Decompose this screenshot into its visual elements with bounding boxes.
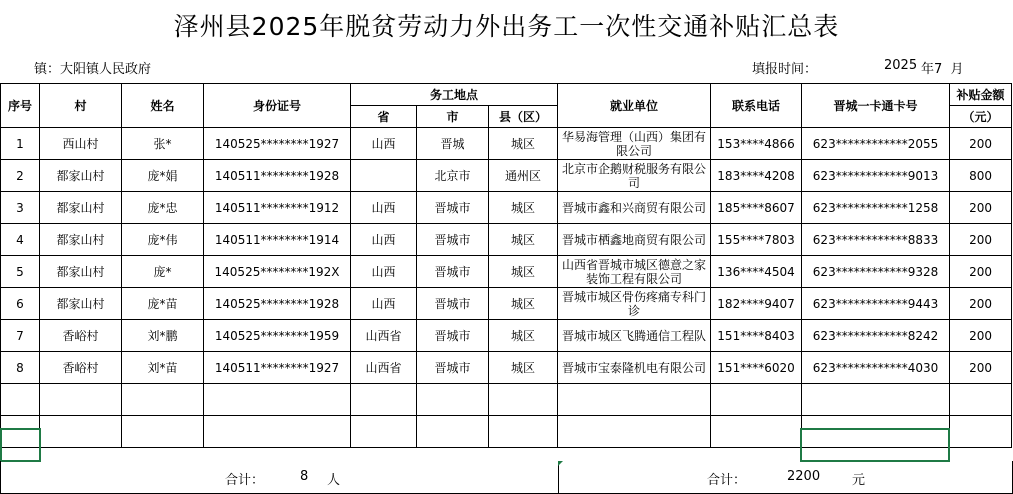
cell-phone[interactable]: 151****6020	[711, 352, 802, 384]
info-row	[0, 50, 1013, 82]
empty-cell[interactable]	[417, 384, 489, 416]
cell-city[interactable]: 晋城市	[417, 320, 489, 352]
empty-cell[interactable]	[122, 416, 204, 448]
cell-province[interactable]: 山西	[351, 288, 417, 320]
table-row	[1, 352, 1012, 384]
cell-id[interactable]: 140511********1912	[204, 192, 351, 224]
cell-amount[interactable]: 200	[950, 288, 1012, 320]
cell-province[interactable]	[351, 160, 417, 192]
cell-id[interactable]: 140525********1928	[204, 288, 351, 320]
footer-total-label-left: 合计：	[225, 473, 265, 488]
empty-cell[interactable]	[204, 416, 351, 448]
cell-city[interactable]: 晋城市	[417, 256, 489, 288]
empty-cell[interactable]	[489, 384, 558, 416]
cell-name[interactable]: 刘*鹏	[122, 320, 204, 352]
town-label: 镇：大阳镇人民政府	[34, 62, 152, 77]
header-county: 县（区）	[489, 106, 558, 128]
cell-seq[interactable]: 8	[1, 352, 40, 384]
cell-village[interactable]: 香峪村	[40, 320, 122, 352]
empty-cell[interactable]	[950, 416, 1012, 448]
cell-seq[interactable]: 3	[1, 192, 40, 224]
cell-village[interactable]: 都家山村	[40, 288, 122, 320]
cell-seq[interactable]: 4	[1, 224, 40, 256]
cell-id[interactable]: 140525********1927	[204, 128, 351, 160]
cell-amount[interactable]: 200	[950, 320, 1012, 352]
cell-amount[interactable]: 800	[950, 160, 1012, 192]
cell-employer[interactable]: 晋城市栖鑫地商贸有限公司	[558, 224, 711, 256]
page-title: 泽州县2025年脱贫劳动力外出务工一次性交通补贴汇总表	[173, 12, 840, 41]
cell-seq[interactable]: 5	[1, 256, 40, 288]
cell-employer[interactable]: 晋城市城区飞腾通信工程队	[558, 320, 711, 352]
empty-cell[interactable]	[40, 384, 122, 416]
error-indicator-icon	[558, 461, 563, 466]
cell-card[interactable]: 623************9328	[802, 256, 950, 288]
cell-employer[interactable]: 华易海管理（山西）集团有限公司	[558, 128, 711, 160]
empty-cell[interactable]	[802, 416, 950, 448]
cell-county[interactable]: 城区	[489, 256, 558, 288]
cell-amount[interactable]: 200	[950, 224, 1012, 256]
empty-cell[interactable]	[417, 416, 489, 448]
footer-amount-unit: 元	[852, 473, 866, 488]
cell-village[interactable]: 都家山村	[40, 160, 122, 192]
cell-card[interactable]: 623************8833	[802, 224, 950, 256]
cell-employer[interactable]: 山西省晋城市城区德意之家装饰工程有限公司	[558, 256, 711, 288]
cell-city[interactable]: 晋城市	[417, 192, 489, 224]
header-card: 晋城一卡通卡号	[802, 84, 950, 128]
cell-village[interactable]: 都家山村	[40, 224, 122, 256]
subsidy-table	[0, 83, 1012, 448]
cell-name[interactable]: 庞*伟	[122, 224, 204, 256]
cell-village[interactable]: 都家山村	[40, 256, 122, 288]
cell-phone[interactable]: 183****4208	[711, 160, 802, 192]
empty-cell[interactable]	[351, 416, 417, 448]
cell-phone[interactable]: 182****9407	[711, 288, 802, 320]
cell-city[interactable]: 晋城市	[417, 352, 489, 384]
empty-cell[interactable]	[802, 384, 950, 416]
cell-card[interactable]: 623************4030	[802, 352, 950, 384]
cell-province[interactable]: 山西	[351, 192, 417, 224]
header-village: 村	[40, 84, 122, 128]
header-workplace: 务工地点	[351, 84, 558, 106]
cell-card[interactable]: 623************8242	[802, 320, 950, 352]
cell-city[interactable]: 晋城市	[417, 288, 489, 320]
cell-phone[interactable]: 155****7803	[711, 224, 802, 256]
cell-card[interactable]: 623************9013	[802, 160, 950, 192]
cell-employer[interactable]: 晋城市鑫和兴商贸有限公司	[558, 192, 711, 224]
table-row	[1, 224, 1012, 256]
cell-id[interactable]: 140511********1914	[204, 224, 351, 256]
header-row-1	[1, 84, 1012, 106]
cell-province[interactable]: 山西省	[351, 352, 417, 384]
cell-city[interactable]: 晋城	[417, 128, 489, 160]
cell-seq[interactable]: 6	[1, 288, 40, 320]
cell-amount[interactable]: 200	[950, 352, 1012, 384]
cell-province[interactable]: 山西	[351, 224, 417, 256]
cell-amount[interactable]: 200	[950, 128, 1012, 160]
cell-card[interactable]: 623************2055	[802, 128, 950, 160]
cell-village[interactable]: 西山村	[40, 128, 122, 160]
cell-province[interactable]: 山西省	[351, 320, 417, 352]
cell-name[interactable]: 刘*苗	[122, 352, 204, 384]
cell-employer[interactable]: 晋城市城区骨伤疼痛专科门诊	[558, 288, 711, 320]
table-row	[1, 256, 1012, 288]
cell-phone[interactable]: 151****8403	[711, 320, 802, 352]
empty-cell[interactable]	[351, 384, 417, 416]
empty-row	[1, 416, 1012, 448]
cell-county[interactable]: 通州区	[489, 160, 558, 192]
empty-cell[interactable]	[489, 416, 558, 448]
cell-name[interactable]: 庞*忠	[122, 192, 204, 224]
empty-cell[interactable]	[950, 384, 1012, 416]
footer-people-unit: 人	[327, 473, 341, 488]
header-seq: 序号	[1, 84, 40, 128]
empty-cell[interactable]	[558, 384, 711, 416]
cell-seq[interactable]: 2	[1, 160, 40, 192]
empty-cell[interactable]	[122, 384, 204, 416]
cell-county[interactable]: 城区	[489, 320, 558, 352]
cell-name[interactable]: 张*	[122, 128, 204, 160]
empty-cell[interactable]	[40, 416, 122, 448]
footer-total-label-right: 合计：	[707, 473, 747, 488]
footer-total-amount: 2200	[787, 469, 821, 484]
header-city: 市	[417, 106, 489, 128]
header-employer: 就业单位	[558, 84, 711, 128]
header-unit: （元）	[950, 106, 1012, 128]
empty-cell[interactable]	[711, 416, 802, 448]
header-province: 省	[351, 106, 417, 128]
footer-total-people: 8	[300, 469, 309, 484]
cell-amount[interactable]: 200	[950, 256, 1012, 288]
table-row	[1, 288, 1012, 320]
empty-cell[interactable]	[1, 416, 40, 448]
table-row	[1, 192, 1012, 224]
table-row	[1, 320, 1012, 352]
cell-id[interactable]: 140525********1959	[204, 320, 351, 352]
fill-time-label: 填报时间：	[752, 62, 818, 77]
table-row	[1, 160, 1012, 192]
cell-village[interactable]: 香峪村	[40, 352, 122, 384]
header-id: 身份证号	[204, 84, 351, 128]
cell-amount[interactable]: 200	[950, 192, 1012, 224]
empty-cell[interactable]	[1, 384, 40, 416]
table-row	[1, 128, 1012, 160]
cell-phone[interactable]: 136****4504	[711, 256, 802, 288]
fill-time-month: 年7 月	[921, 62, 964, 77]
cell-employer[interactable]: 北京市企鹅财税服务有限公司	[558, 160, 711, 192]
cell-province[interactable]: 山西	[351, 128, 417, 160]
cell-name[interactable]: 庞*苗	[122, 288, 204, 320]
cell-phone[interactable]: 153****4866	[711, 128, 802, 160]
empty-cell[interactable]	[558, 416, 711, 448]
header-name: 姓名	[122, 84, 204, 128]
footer-total-row	[0, 461, 1013, 494]
empty-cell[interactable]	[711, 384, 802, 416]
cell-name[interactable]: 庞*	[122, 256, 204, 288]
cell-city[interactable]: 晋城市	[417, 224, 489, 256]
cell-seq[interactable]: 7	[1, 320, 40, 352]
fill-time-year: 2025	[884, 58, 918, 73]
cell-village[interactable]: 都家山村	[40, 192, 122, 224]
cell-county[interactable]: 城区	[489, 224, 558, 256]
cell-card[interactable]: 623************1258	[802, 192, 950, 224]
cell-city[interactable]: 北京市	[417, 160, 489, 192]
cell-county[interactable]: 城区	[489, 288, 558, 320]
cell-phone[interactable]: 185****8607	[711, 192, 802, 224]
cell-card[interactable]: 623************9443	[802, 288, 950, 320]
header-subsidy: 补贴金额	[950, 84, 1012, 106]
header-phone: 联系电话	[711, 84, 802, 128]
empty-row	[1, 384, 1012, 416]
cell-county[interactable]: 城区	[489, 192, 558, 224]
cell-seq[interactable]: 1	[1, 128, 40, 160]
cell-province[interactable]: 山西	[351, 256, 417, 288]
cell-county[interactable]: 城区	[489, 352, 558, 384]
cell-employer[interactable]: 晋城市宝泰隆机电有限公司	[558, 352, 711, 384]
cell-name[interactable]: 庞*娟	[122, 160, 204, 192]
cell-id[interactable]: 140511********1928	[204, 160, 351, 192]
empty-cell[interactable]	[204, 384, 351, 416]
cell-county[interactable]: 城区	[489, 128, 558, 160]
cell-id[interactable]: 140511********1927	[204, 352, 351, 384]
cell-id[interactable]: 140525********192X	[204, 256, 351, 288]
